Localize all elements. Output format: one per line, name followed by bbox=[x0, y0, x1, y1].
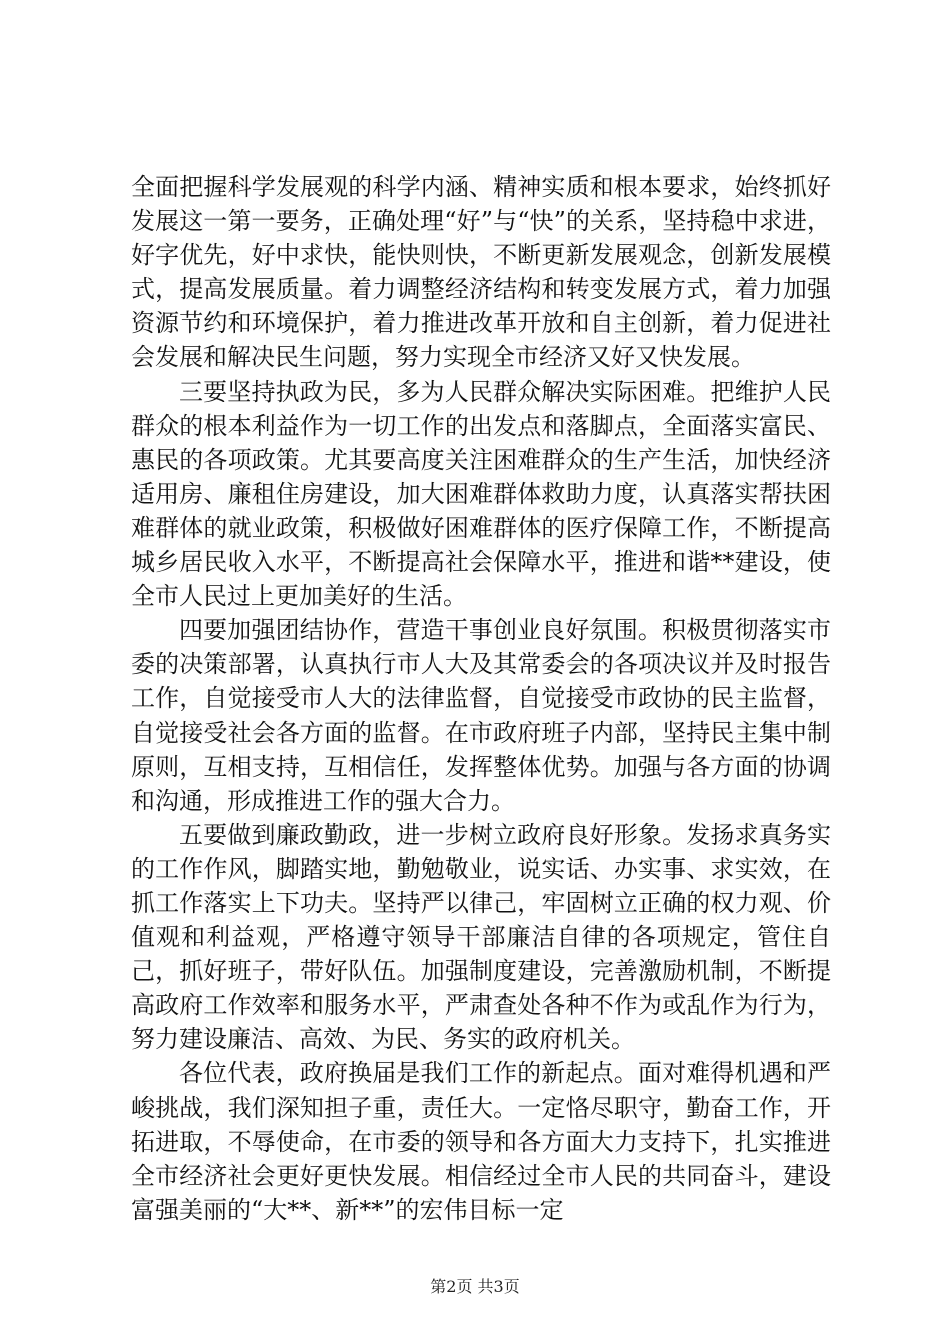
document-body bbox=[131, 170, 831, 1227]
page-footer: 第2页 共3页 bbox=[430, 1277, 520, 1296]
paragraph-3: 四要加强团结协作，营造干事创业良好氛围。积极贯彻落实市委的决策部署，认真执行市人大及其常委会的各项决议并及时报告工作，自觉接受市人大的法律监督，自觉接受市政协的民主监督，自觉接受社会各方面的监督。在市政府班子内部，坚持民主集中制原则，互相支持，互相信任，发挥整体优势。加强与各方面的协调和沟通，形成推进工作的强大合力。 bbox=[131, 616, 831, 815]
paragraph-4: 五要做到廉政勤政，进一步树立政府良好形象。发扬求真务实的工作作风，脚踏实地，勤勉敬业，说实话、办实事、求实效，在抓工作落实上下功夫。坚持严以律己，牢固树立正确的权力观、价值观和利益观，严格遵守领导干部廉洁自律的各项规定，管住自己，抓好班子，带好队伍。加强制度建设，完善激励机制，不断提高政府工作效率和服务水平，严肃查处各种不作为或乱作为行为，努力建设廉洁、高效、为民、务实的政府机关。 bbox=[131, 820, 831, 1054]
paragraph-1: 全面把握科学发展观的科学内涵、精神实质和根本要求，始终抓好发展这一第一要务，正确处理“好”与“快”的关系，坚持稳中求进，好字优先，好中求快，能快则快，不断更新发展观念，创新发展模式，提高发展质量。着力调整经济结构和转变发展方式，着力加强资源节约和环境保护，着力推进改革开放和自主创新，着力促进社会发展和解决民生问题，努力实现全市经济又好又快发展。 bbox=[131, 173, 831, 372]
paragraph-2: 三要坚持执政为民，多为人民群众解决实际困难。把维护人民群众的根本利益作为一切工作的出发点和落脚点，全面落实富民、惠民的各项政策。尤其要高度关注困难群众的生产生活，加快经济适用房、廉租住房建设，加大困难群体救助力度，认真落实帮扶困难群体的就业政策，积极做好困难群体的医疗保障工作，不断提高城乡居民收入水平，不断提高社会保障水平，推进和谐**建设，使全市人民过上更加美好的生活。 bbox=[131, 377, 831, 611]
paragraph-5: 各位代表，政府换届是我们工作的新起点。面对难得机遇和严峻挑战，我们深知担子重，责任大。一定恪尽职守，勤奋工作，开拓进取，不辱使命，在市委的领导和各方面大力支持下，扎实推进全市经济社会更好更快发展。相信经过全市人民的共同奋斗，建设富强美丽的“大**、新**”的宏伟目标一定 bbox=[131, 1059, 831, 1224]
